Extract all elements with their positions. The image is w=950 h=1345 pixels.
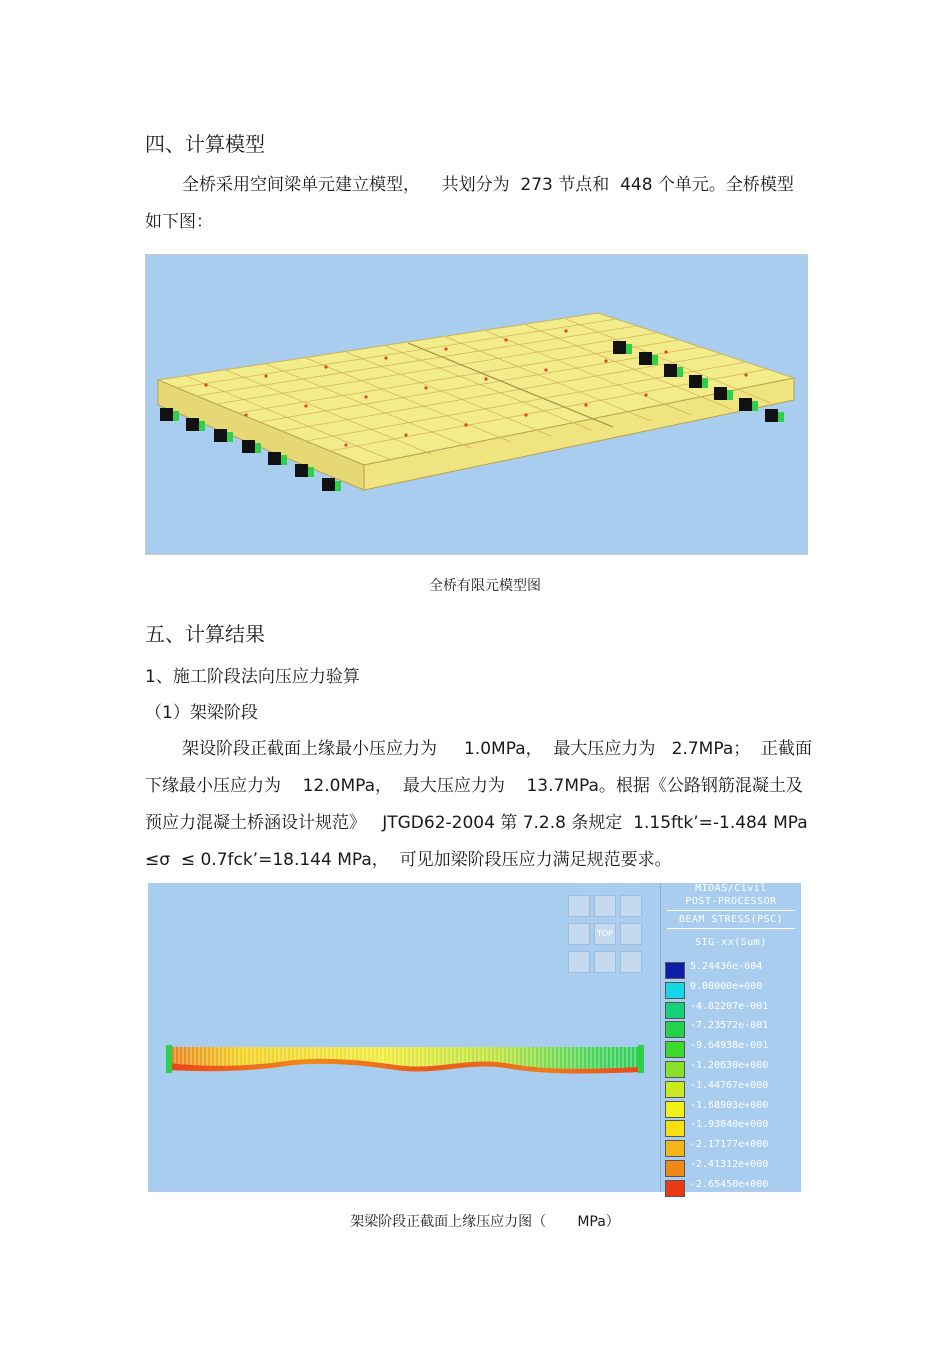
- subsection-1-heading: 1、施工阶段法向压应力验算: [145, 667, 360, 687]
- bridge-model-drawing: [146, 255, 807, 554]
- legend-row: [665, 1137, 799, 1157]
- color-legend: [661, 959, 801, 1189]
- section-5-paragraph-line-2: 下缘最小压应力为 12.0MPa， 最大压应力为 13.7MPa。根据《公路钢筋混凝土及: [145, 776, 803, 796]
- legend-value: -7.23572e-001: [690, 1020, 769, 1032]
- legend-swatch: [665, 962, 685, 979]
- view-nav-bottom: [594, 951, 616, 973]
- legend-value: -1.44767e+000: [690, 1079, 769, 1091]
- legend-value: -1.20630e+000: [690, 1060, 769, 1071]
- legend-swatch: [665, 1180, 685, 1197]
- legend-value: -2.65450e+000: [690, 1178, 769, 1190]
- legend-swatch: [665, 1002, 685, 1019]
- legend-value: -2.17177e+000: [690, 1139, 769, 1151]
- figure-1-caption: 全桥有限元模型图: [429, 578, 541, 594]
- section-5-paragraph-line-4: ≤σ ≤ 0.7fck’=18.144 MPa， 可见加梁阶段压应力满足规范要求。: [145, 850, 672, 870]
- legend-swatch: [665, 1081, 685, 1098]
- legend-row: [665, 1058, 799, 1078]
- panel-module-label: POST-PROCESSOR: [685, 896, 777, 907]
- bridge-fe-model-figure: [145, 254, 808, 555]
- legend-row: [665, 959, 799, 979]
- legend-row: [665, 999, 799, 1019]
- legend-row: [665, 1117, 799, 1137]
- legend-row: [665, 979, 799, 999]
- view-nav-top-left: [568, 895, 590, 917]
- legend-row: [665, 1018, 799, 1038]
- legend-value: 5.24436e-004: [690, 961, 763, 972]
- legend-row: [665, 1078, 799, 1098]
- legend-value: 0.00000e+000: [690, 980, 763, 992]
- legend-swatch: [665, 1120, 685, 1137]
- panel-program-label: MIDAS/Civil: [695, 883, 767, 894]
- legend-row: [665, 1038, 799, 1058]
- section-4-paragraph-line-1: 全桥采用空间梁单元建立模型， 共划分为 273 节点和 448 个单元。全桥模型: [182, 175, 794, 195]
- legend-swatch: [665, 1021, 685, 1038]
- section-4-heading: 四、计算模型: [145, 132, 265, 156]
- beam-stress-figure: [148, 883, 801, 1192]
- view-nav-right: [620, 923, 642, 945]
- view-nav-top-right: [620, 895, 642, 917]
- legend-swatch: [665, 1140, 685, 1157]
- legend-value: -4.82207e-001: [690, 1000, 769, 1012]
- subsection-1-1-heading: （1）架梁阶段: [145, 703, 258, 723]
- section-5-paragraph-line-3: 预应力混凝土桥涵设计规范》 JTGD62-2004 第 7.2.8 条规定 1.15ftk’=-1.484 MPa: [145, 813, 808, 833]
- panel-result-type-label: BEAM STRESS(PSC): [678, 914, 784, 925]
- legend-swatch: [665, 1061, 685, 1078]
- legend-swatch: [665, 1101, 685, 1118]
- view-nav-top-label: TOP: [594, 923, 616, 945]
- legend-row: [665, 1177, 799, 1197]
- section-4-paragraph-line-2: 如下图：: [145, 212, 213, 232]
- view-nav-top: [594, 895, 616, 917]
- legend-row: [665, 1098, 799, 1118]
- legend-value: -1.68903e+000: [690, 1099, 769, 1111]
- legend-value: -1.93040e+000: [690, 1119, 769, 1131]
- figure-2-caption: 架梁阶段正截面上缘压应力图（ MPa）: [350, 1214, 620, 1230]
- view-nav-bottom-right: [620, 951, 642, 973]
- view-nav-left: [568, 923, 590, 945]
- legend-swatch: [665, 1160, 685, 1177]
- legend-value: -2.41312e+000: [690, 1159, 769, 1170]
- legend-swatch: [665, 1041, 685, 1058]
- legend-value: -9.64938e-001: [690, 1040, 769, 1052]
- legend-row: [665, 1157, 799, 1177]
- view-nav-bottom-left: [568, 951, 590, 973]
- section-5-heading: 五、计算结果: [145, 622, 265, 646]
- legend-swatch: [665, 982, 685, 999]
- section-5-paragraph-line-1: 架设阶段正截面上缘最小压应力为 1.0MPa， 最大压应力为 2.7MPa； 正截面: [182, 739, 813, 759]
- result-legend-panel: [660, 883, 801, 1192]
- beam-stress-contour: [166, 1041, 644, 1077]
- panel-component-label: SIG-xx(Sum): [695, 937, 767, 948]
